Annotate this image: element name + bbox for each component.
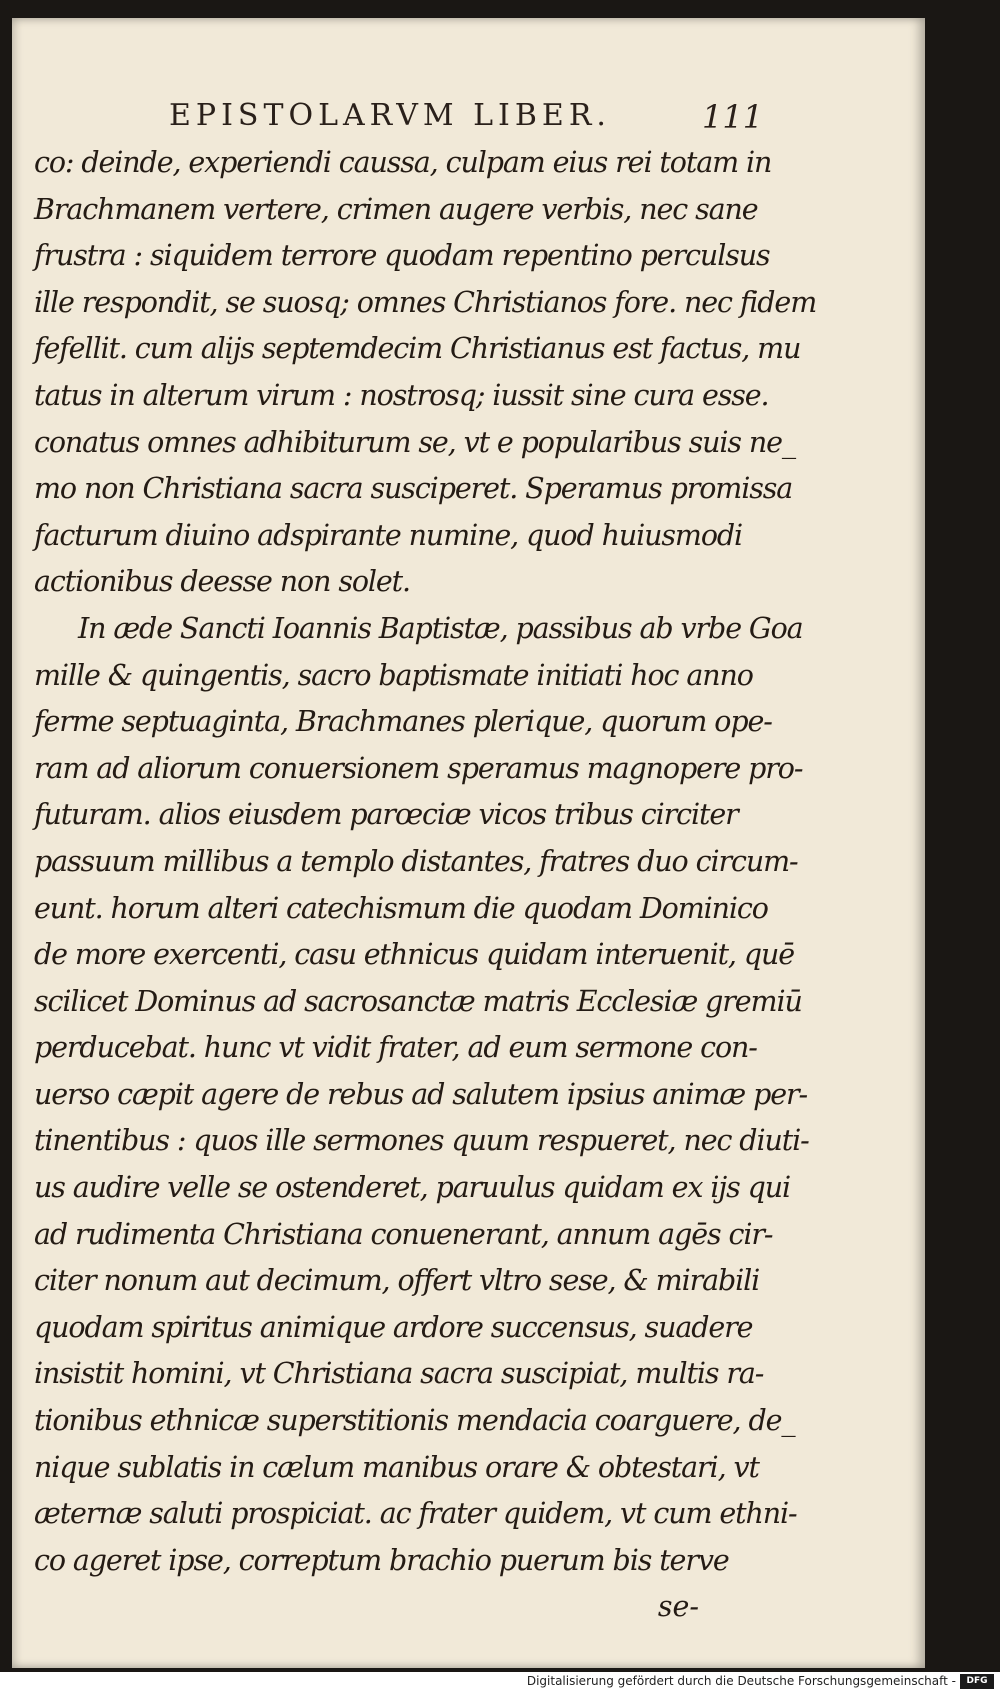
running-title: EPISTOLARVM LIBER. xyxy=(169,98,611,133)
text-line: eunt. horum alteri catechismum die quodam Dominico xyxy=(34,891,768,925)
text-line: co ageret ipse, correptum brachio puerum bis terve xyxy=(34,1543,729,1577)
text-line: æternæ saluti prospiciat. ac frater quidem, vt cum ethni- xyxy=(34,1497,797,1531)
body-text xyxy=(34,140,817,1631)
text-line: perducebat. hunc vt vidit frater, ad eum sermone con- xyxy=(34,1031,757,1065)
text-line: fefellit. cum alijs septemdecim Christianus est factus, mu xyxy=(34,332,801,366)
text-line: mo non Christiana sacra susciperet. Speramus promissa xyxy=(34,472,793,506)
catchword: se- xyxy=(657,1590,699,1624)
text-line: actionibus deesse non solet. xyxy=(34,565,410,599)
digitization-footer xyxy=(0,1672,1000,1692)
text-line: passuum millibus a templo distantes, fratres duo circum- xyxy=(34,844,798,878)
text-line: citer nonum aut decimum, offert vltro sese, & mirabili xyxy=(34,1264,760,1298)
page-header xyxy=(12,98,925,138)
text-line: ad rudimenta Christiana conuenerant, annum agēs cir- xyxy=(34,1217,773,1251)
text-line: tionibus ethnicæ superstitionis mendacia coarguere, de_ xyxy=(34,1404,795,1438)
footer-credit: Digitalisierung gefördert durch die Deutsche Forschungsgemeinschaft - xyxy=(526,1674,956,1688)
text-line: uerso cæpit agere de rebus ad salutem ipsius animæ per- xyxy=(34,1077,808,1111)
text-line: futuram. alios eiusdem parœciæ vicos tribus circiter xyxy=(34,798,738,832)
text-line: frustra : siquidem terrore quodam repentino perculsus xyxy=(34,239,770,273)
text-line: insistit homini, vt Christiana sacra suscipiat, multis ra- xyxy=(34,1357,764,1391)
text-line: scilicet Dominus ad sacrosanctæ matris Ecclesiæ gremiū xyxy=(34,984,802,1018)
text-line: co: deinde, experiendi caussa, culpam eius rei totam in xyxy=(34,146,772,179)
folio-number: 111 xyxy=(702,98,764,136)
text-line: tatus in alterum virum : nostrosq; iussit sine cura esse. xyxy=(34,378,769,412)
text-line: In æde Sancti Ioannis Baptistæ, passibus ab vrbe Goa xyxy=(78,611,803,645)
text-line: ram ad aliorum conuersionem speramus magnopere pro- xyxy=(34,751,803,785)
text-line: tinentibus : quos ille sermones quum respueret, nec diuti- xyxy=(34,1124,809,1158)
text-line: Brachmanem vertere, crimen augere verbis, nec sane xyxy=(34,192,758,226)
text-line: ferme septuaginta, Brachmanes plerique, quorum ope- xyxy=(34,705,772,739)
book-page xyxy=(12,18,925,1668)
text-line: ille respondit, se suosq; omnes Christianos fore. nec fidem xyxy=(34,285,817,319)
dfg-logo: DFG xyxy=(960,1674,994,1689)
text-line: conatus omnes adhibiturum se, vt e popularibus suis ne_ xyxy=(34,425,796,459)
text-line: de more exercenti, casu ethnicus quidam interuenit, quē xyxy=(34,938,795,972)
text-line: facturum diuino adspirante numine, quod huiusmodi xyxy=(34,518,743,552)
text-line: nique sublatis in cælum manibus orare & obtestari, vt xyxy=(34,1450,759,1484)
text-line: quodam spiritus animique ardore succensus, suadere xyxy=(34,1310,753,1344)
text-line: us audire velle se ostenderet, paruulus quidam ex ijs qui xyxy=(34,1171,791,1205)
text-line: mille & quingentis, sacro baptismate initiati hoc anno xyxy=(34,658,753,692)
